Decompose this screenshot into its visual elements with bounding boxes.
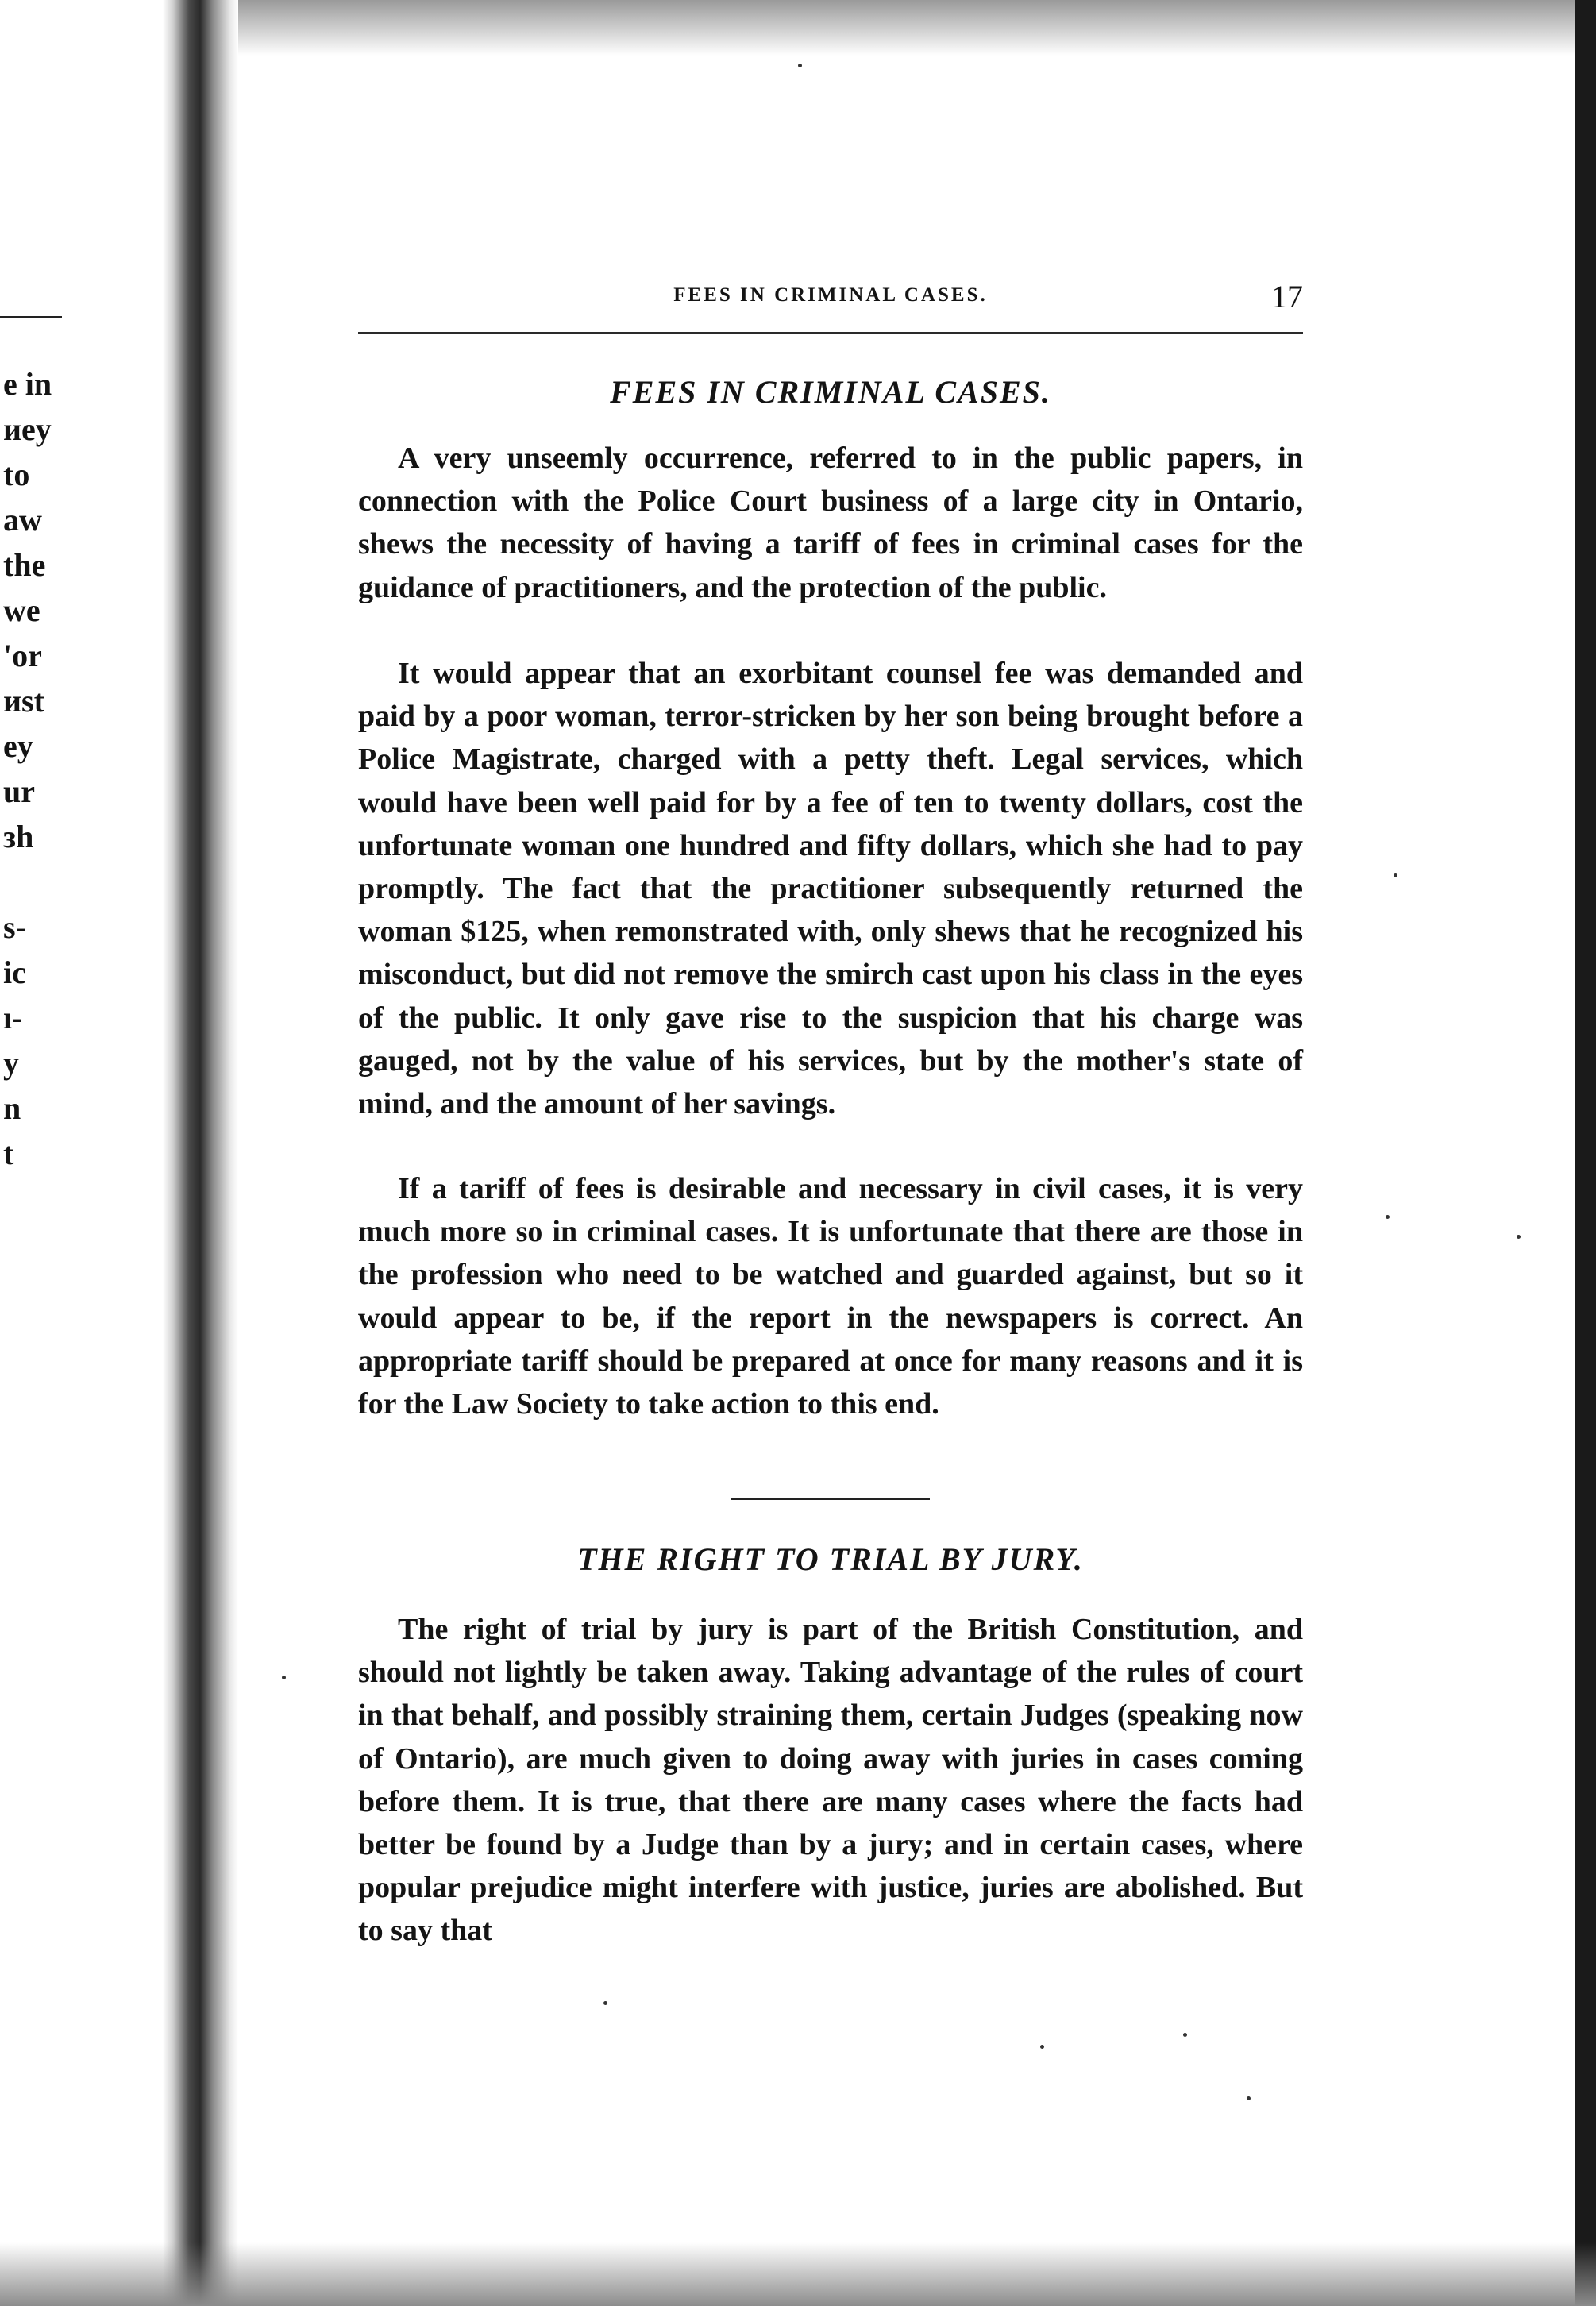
scan-right-edge [1575, 0, 1596, 2306]
article-heading: FEES IN CRIMINAL CASES. [610, 374, 1051, 410]
scan-bottom-edge [0, 2242, 1596, 2306]
fragment: е in [3, 366, 52, 402]
previous-page-rule [0, 316, 62, 318]
fragment: s- [3, 909, 26, 945]
fragment: to [3, 457, 30, 492]
paragraph: It would appear that an exorbitant counsel fee was demanded and paid by a poor woman, terror-stricken by her son being brought before a Police Magistrate, charged with a petty theft. Legal services, which would have been well paid for by a fee of ten to twenty dollars, cost the unfortunate woman one hundred and fifty dollars, which she had to pay promptly. The fact that the practitioner subsequently returned the woman $125, when remonstrated with, only shews that he recognized his misconduct, but did not remove the smirch cast upon his class in the eyes of the public. It only gave rise to the suspicion that his charge was gauged, not by the value of his services, but by the mother's state of mind, and the amount of her savings. [358, 657, 1303, 1121]
fragment: зh [3, 819, 34, 854]
fragment: y [3, 1045, 19, 1081]
section-divider [731, 1498, 930, 1500]
fragment: ur [3, 773, 35, 809]
fragment: иst [3, 683, 44, 719]
fragment: ı- [3, 1000, 23, 1035]
paragraph: If a tariff of fees is desirable and necessary in civil cases, it is very much more so in criminal cases. It is unfortunate that there are those in the profession who need to be watched and guarded against, but so it would appear to be, if the report in the newspapers is correct. An appropriate tariff should be prepared at once for many reasons and it is for the Law Society to take action to this end. [358, 1172, 1303, 1421]
fragment [3, 859, 98, 904]
previous-page-fragments [3, 361, 98, 1176]
fragment: we [3, 592, 40, 628]
fragment: t [3, 1136, 14, 1171]
scan-top-edge [0, 0, 1596, 56]
page-number: 17 [1271, 279, 1303, 314]
running-title: FEES IN CRIMINAL CASES. [673, 284, 988, 306]
fragment: ic [3, 954, 26, 990]
header-rule [358, 332, 1303, 334]
paragraph: A very unseemly occurrence, referred to in the public papers, in connection with the Police Court business of a large city in Ontario, shews the necessity of having a tariff of fees in criminal cases for the guidance of practitioners, and the protection of the public. [358, 442, 1303, 604]
fragment: 'or [3, 638, 42, 673]
paragraph: The right of trial by jury is part of the British Constitution, and should not lightly be taken away. Taking advantage of the rules of court in that behalf, and possibly straining them, certain Judges (speaking now of Ontario), are much given to doing away with juries in cases coming before them. It is true, that there are many cases where the facts had better be found by a Judge than by a jury; and in certain cases, where popular prejudice might interfere with justice, juries are abolished. But to say that [358, 1613, 1303, 1948]
fragment: n [3, 1090, 21, 1126]
fragment: the [3, 547, 46, 583]
running-head [358, 278, 1303, 318]
fragment: ey [3, 728, 33, 764]
fragment: aw [3, 502, 42, 538]
fragment: иey [3, 411, 52, 447]
article-heading: THE RIGHT TO TRIAL BY JURY. [577, 1541, 1084, 1577]
